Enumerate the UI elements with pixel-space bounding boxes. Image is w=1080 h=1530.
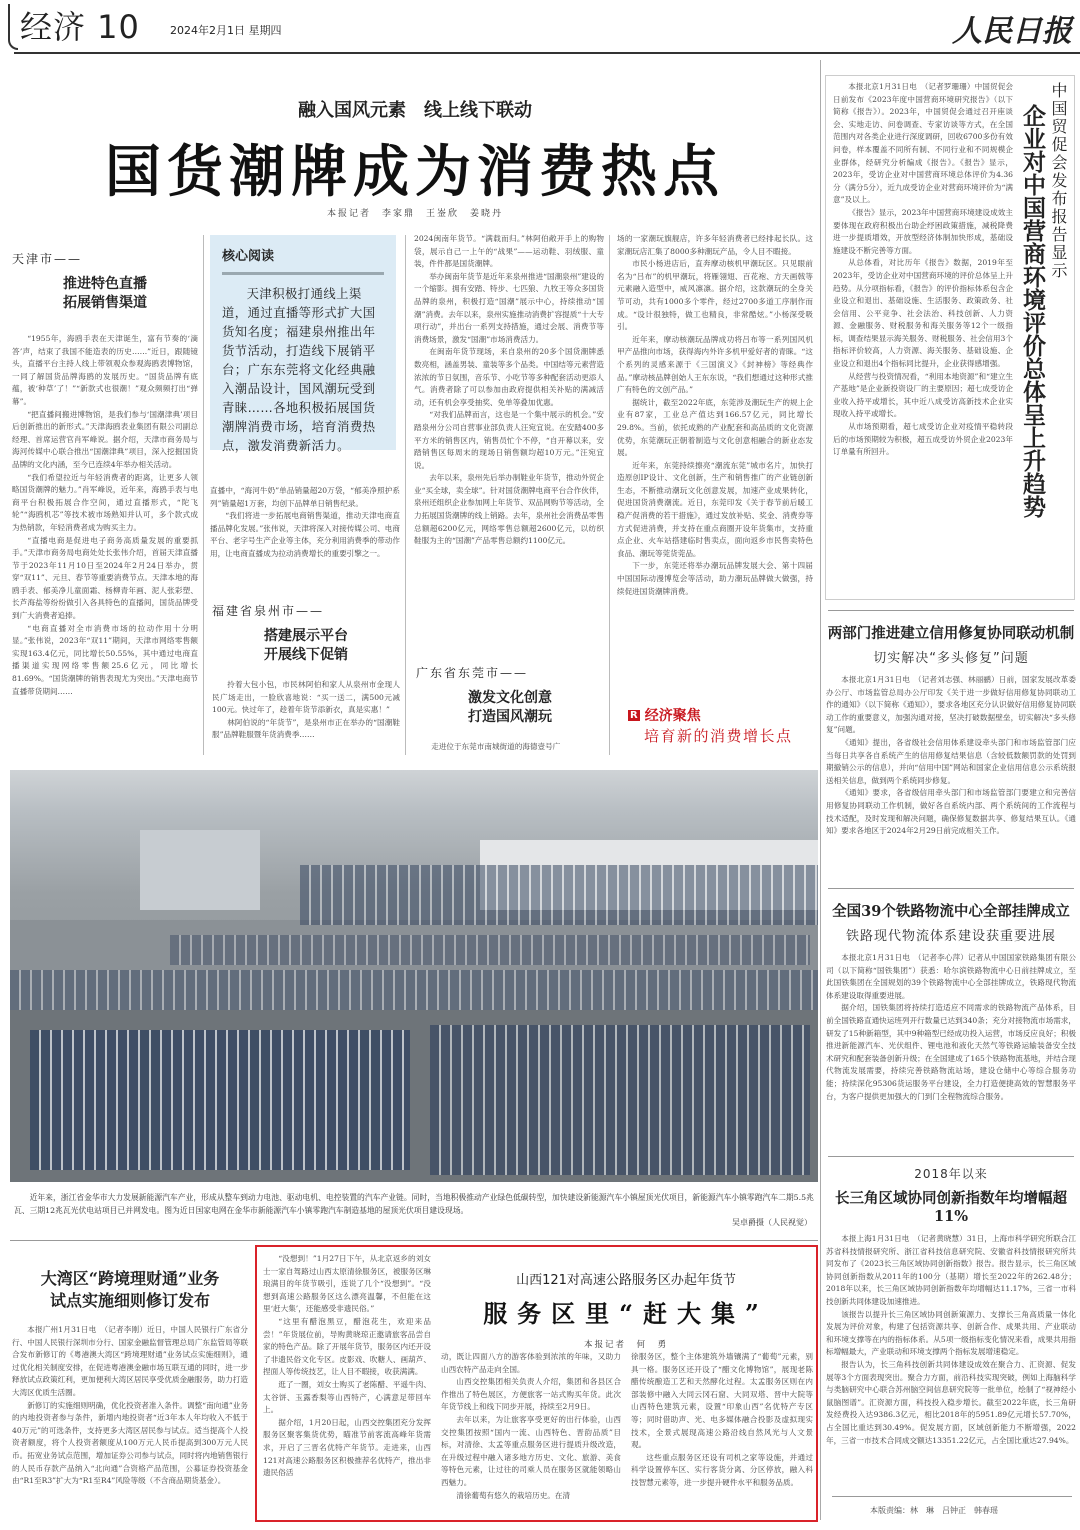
paragraph: “对我们品牌而言，这也是一个集中展示的机会。”安踏泉州分公司自营事业部负责人汪宛宜说。在安踏400多平方米的销售区内，销售员忙个不停，“自开幕以来，安踏销售区每周末的现场日销售额均超10万元。”汪宛宜说。	[414, 410, 604, 470]
focus-badge-icon: R	[630, 710, 638, 721]
rail-title: 全国39个铁路物流中心全部挂牌成立	[832, 903, 1070, 920]
paragraph: “电商直播对全市消费市场的拉动作用十分明显。”张伟说，2023年“双11”期间，天津市网络零售额实现163.4亿元，同比增长50.55%，其中通过电商直播渠道实现网络零售额25.6亿元，同比增长81.69%。“国货潮牌的销售表现尤为突出。”天津电商节直播带货期间……	[12, 623, 198, 696]
tianjin-body-cont	[210, 485, 400, 597]
shanxi-title: 服务区里“赶大集”	[483, 1299, 769, 1328]
quanzhou-head-2: 开展线下促销	[264, 647, 348, 663]
paragraph: 本报北京1月31日电 （记者李心萍）记者从中国国家铁路集团有限公司（以下简称“国铁集团”）获悉：哈尔滨铁路物流中心日前挂牌成立，至此国铁集团在全国规划的39个铁路物流中心全部挂牌成立，铁路现代物流体系建设取得重要进展。	[826, 953, 1076, 1000]
paragraph: 据介绍，国铁集团将持续打造适应不同需求的铁路物流产品体系，目前全国铁路直通快运班列开行数量已达到340条；充分对接物流市场需求，研发了15种新箱型，其中9种箱型已经成功投入运营，市场反应良好；积极推进新能源汽车、光伏组件、锂电池和液化天然气等铁路运输装备安全技术研究和配套装备创新升级；在全国建成了165个铁路物流基地，并结合现代物流发展需要，持续完善铁路物流站场，建设仓储中心等综合服务功能；持续深化95306货运服务平台建设，全力打造便捷高效的智慧服务平台，为客户提供更加强大的门到门全程物流综合服务。	[826, 1003, 1076, 1101]
report-kicker: 中国贸促会发布报告显示	[1049, 82, 1068, 280]
paragraph: 徐服务区，整个主体建筑外墙镶满了“葡萄”元素，别具一格。服务区还开设了“醋文化博物馆”，展现老陈醋传统酿造工艺和天然酵化过程。太孟服务区则在内部装修中融入大同云冈石窟、大同双塔、晋中大院等山西特色建筑元素，设置“印象山西”名优特产专区等；同时借助声、光、电多媒体融合投影及虚拟现实技术，全景式展现高速公路沿线自然风光与人文景观。	[631, 1352, 813, 1450]
delta-title: 长三角区域协同创新指数年均增幅超11%	[835, 1190, 1067, 1225]
paragraph: 《通知》要求，各省级信用牵头部门和市场监管部门要建立和完善信用修复协同联动工作机制，做好各自系统内部、两个系统间的工作流程与技术适配，及时发现和解决问题，确保修复数据共享、修复结果互认。《通知》要求各地区于2024年2月29日前完成相关工作。	[826, 788, 1076, 836]
dongguan-body-cont	[617, 233, 813, 688]
dongguan-head-2: 打造国风潮玩	[468, 709, 552, 725]
paragraph: “1955年，海鸥手表在天津诞生，富有节奏的‘滴答’声，结束了我国不能造表的历史……”近日，跟随镜头，直播平台主持人线上带领观众参观海鸥表博物馆，一同了解国货品牌海鸥的发展历史。“国货品牌有底蕴，被‘种草’了！”“新款式也很潮！”观众频频打出“弹幕”。	[12, 334, 198, 406]
column-divider	[203, 235, 204, 755]
bay-article	[12, 1268, 248, 1530]
delta-article	[826, 1165, 1076, 1513]
paragraph: 新修订的实施细则明确，优化投资者准入条件。调整“南向通”业务的内地投资者参与条件，新增内地投资者“近3年本人年均收入不低于40万元”的可选条件，支持更多大湾区居民参与试点。适当提高个人投资者额度，将个人投资者额度从100万元人民币提高到300万元人民币。拓宽业务试点范围，增加证券公司参与试点，同时将内地销售银行的人民币存款产品纳入“北向通”合资格产品范围，公募证券投资基金由“R1至R3”扩大为“R1至R4”风险等级（不含商品期货基金）。	[12, 1400, 248, 1486]
paragraph: “没想到！”1月27日下午，从北京返乡的刘女士一家自驾路过山西太原清徐服务区，被服务区琳琅满目的年货节吸引，连说了几个“没想到”。“没想到高速公路服务区这么漂亮温馨，不但能在这里‘赶大集’，还能感受非遗民俗。”	[263, 1254, 431, 1314]
masthead-rule	[14, 52, 1080, 54]
paragraph: 走进位于东莞市南城街道的海德壹号广	[431, 742, 561, 751]
dongguan-section	[416, 664, 604, 755]
shanxi-kicker: 山西121对高速公路服务区办起年货节	[516, 1273, 736, 1288]
shanxi-header	[437, 1269, 815, 1350]
tianjin-head-1: 推进特色直播	[63, 276, 147, 292]
shanxi-body-col2	[441, 1351, 621, 1517]
newspaper-logo: 人民日报	[952, 14, 1072, 49]
paragraph: “我们将进一步拓展电商销售渠道，推动天津电商直播品牌化发展。”张伟说，天津将深入对接传媒公司、电商平台、老字号生产企业等主体，充分利用消费季的带动作用，让电商直播成为拉动消费增长的重要引擎之一。	[210, 511, 400, 558]
quanzhou-kicker: 福建省泉州市——	[212, 604, 325, 618]
paragraph: 拎着大包小包，市民林阿伯和家人从泉州市金现人民广场走出，一脸欣喜地说：“买一送二，满500元减100元。快过年了，趁着年货节添新衣，真是实惠！”	[212, 680, 400, 715]
paragraph: 直播中，“海河牛奶”单品销量超20万袋，“郁美净照护系列”销量超1万套，均创下品牌单日销售纪录。	[210, 486, 400, 508]
delta-body	[826, 1233, 1076, 1513]
paragraph: 本报广州1月31日电 （记者李刚）近日，中国人民银行广东省分行、中国人民银行深圳市分行、国家金融监督管理总局广东监管局等联合发布新修订的《粤港澳大湾区“跨境理财通”业务试点实施细则》，通过优化相关制度安排，在促进粤港澳金融市场互联互通的同时，进一步释放试点政策红利，更加便利大湾区居民享受优质金融服务，助力打造大湾区优质生活圈。	[12, 1325, 248, 1397]
paragraph: 该报告以提升长三角区域协同创新策源力、支撑长三角高质量一体化发展为评价对象，构建了包括资源共享、创新合作、成果共用、产业联动和环境支撑等在内的指标体系。从5项一级指标变化情况来看，成果共用指标增幅最大，产业联动和环境支撑两个指标发展增速稳定。	[826, 1309, 1076, 1357]
quanzhou-body-cont	[414, 233, 604, 651]
paragraph: 报告认为，长三角科技创新共同体建设成效在聚合力、汇资源、促发展等3个方面表现突出。聚合力方面，前沿科技实现突破，例如上海脑科学与类脑研究中心联合苏州脑空间信息研究院等一批单位，绘制了“视神经小鼠脑图谱”。汇资源方面，科技投入稳步增长。截至2022年底，长三角研发经费投入达9386.3亿元，相比2018年的5951.89亿元增长57.70%，占全国比重达到30.49%。促发展方面，区域创新能力不断增强，2022年，三省一市技术合同成交额达13351.22亿元，占全国比重达27.94%。	[826, 1359, 1076, 1445]
tianjin-body	[12, 333, 198, 788]
bay-title-2: 试点实施细则修订发布	[49, 1291, 210, 1310]
photo-credit: 吴卓爵摄（人民视觉）	[732, 1218, 812, 1227]
column-divider	[609, 235, 610, 755]
lead-subtitle: 融入国风元素 线上线下联动	[298, 100, 532, 121]
photo-caption: 近年来，浙江省金华市大力发展新能源汽车产业，形成从整车到动力电池、驱动电机、电控装置的汽车产业链。同时，当地积极推动产业绿色低碳转型，加快建设新能源汽车小镇屋顶光伏项目，新能源汽车小镇零跑汽车二期5.5兆瓦、三期12兆瓦光伏电站项目已并网发电。图为近日国家电网在金华市新能源汽车小镇零跑汽车制造基地的屋顶光伏项目建设现场。	[14, 1193, 814, 1215]
rail-subtitle: 铁路现代物流体系建设获重要进展	[845, 929, 1056, 944]
focus-slogan: 培育新的消费增长点	[644, 727, 793, 745]
core-reading-box	[210, 235, 396, 453]
paragraph: 举办闽南年货节是近年来泉州推进“国潮泉州”建设的一个缩影。拥有安踏、特步、七匹狼、九牧王等众多国货品牌的泉州，积极打造“国潮”展示中心，持续推动“国潮”消费。去年以来，泉州实施推动消费扩容提质“十大专项行动”，并出台一系列支持措施，通过会展、消费节等消费场景，激发“国潮”市场消费活力。	[414, 271, 604, 344]
paragraph: “这里有醋泡黑豆，醋泡花生，欢迎来品尝！”年货展位前，导购黄晓琼正邀请旅客品尝自家的特色产品。除了开展年货节，服务区内还开设了非遗民俗文化专区。皮影戏、吹糖人、画葫芦、捏面人等传统技艺，让人目不暇接，收获满满。	[263, 1316, 431, 1377]
credit-body	[826, 674, 1076, 879]
paragraph: 从总体看，对比历年《报告》数据，2019年至2023年，受访企业对中国营商环境的评价总体呈上升趋势。从分项指标看，《报告》的评价指标体系包含企业设立和退出、基础设施、生活服务、政策政务、社会信用、公平竞争、社会法治、科技创新、人力资源、金融服务、财税服务和海关服务等12个一级指标，调查结果显示海关服务、财税服务、社会信用3个指标评价较高，人力资源、海关服务、基础设施、企业设立和退出4个指标同比提升，企业获得感增强。	[833, 258, 1013, 369]
paragraph: 林阿伯说的“年货节”，是泉州市正在举办的“国潮鞋服”品牌鞋服暨年货消费季……	[212, 717, 400, 740]
masthead-bracket	[8, 4, 18, 50]
dongguan-body	[416, 741, 604, 755]
lead-byline: 本报记者 李家鼎 王崟欣 姜晓丹	[326, 209, 503, 219]
paragraph: 本报上海1月31日电 （记者黄晓慧）31日，上海市科学研究所联合江苏省科技情报研究所、浙江省科技信息研究院、安徽省科技情报研究所共同发布了《2023长三角区域协同创新指数》报告。报告显示，长三角区域协同创新指数从2011年的100分（基期）增长至2022年的262.48分；2018年以来，长三角区域协同创新指数年均增幅达11.17%，三省一市科技创新共同体建设加速推进。	[826, 1234, 1076, 1306]
paragraph: 在闽南年货节现场，来自泉州的20多个国货潮牌悉数亮相，涵盖男装、童装等多个品类。中国结等元素营造浓浓的节日氛围，音乐节、小吃节等多种配套活动更添人气。消费者除了可以参加由政府提供相关补贴的满减活动，还有机会享受抽奖、免单等叠加优惠。	[414, 347, 604, 407]
right-column-divider	[820, 60, 821, 1520]
paragraph: 去年以来，泉州先后举办制鞋业年货节，推动外贸企业“买全球，卖全球”。针对国货潮牌电商平台合作伙伴，泉州还组织企业参加网上年货节、双品网购节等活动，全力拓展国货潮牌的线上销路。去年，泉州社会消费品零售总额超6200亿元，网络零售总额超2600亿元，以纺织鞋服为主的“国潮”产品零售总额约1100亿元。	[414, 473, 604, 546]
section-name: 经济 10	[20, 8, 140, 46]
credit-article	[826, 622, 1076, 879]
paragraph: 下一步，东莞还将举办潮玩品牌发展大会、第十四届中国国际动漫博览会等活动，助力潮玩品牌做大做强，持续促进国货潮牌消费。	[617, 561, 813, 596]
divider	[10, 1240, 818, 1241]
report-box	[825, 75, 1075, 600]
report-body	[833, 81, 1013, 593]
paragraph: 市民小杨进店后，直奔摩动核机甲潮玩区。只见眼前名为“吕布”的机甲潮玩，将雁翎翅、百花袍、方天画戟等元素融入造型中，威风凛凛。据介绍，这款潮玩的全身关节可动，共有1000多个零件，经过2700多道工序制作而成。“设计很独特，做工也精良，非常酷炫。”小杨深受吸引。	[617, 259, 813, 332]
column-divider	[405, 235, 406, 755]
shanxi-byline: 本报记者 何 勇	[583, 1340, 668, 1350]
divider	[828, 610, 1074, 611]
paragraph: 从市场预期看，超七成受访企业对疫情平稳转段后的市场预期较为积极，超五成受访外贸企业2023年订单量有所回升。	[833, 422, 1013, 457]
divider	[828, 888, 1074, 889]
divider	[832, 1496, 1072, 1497]
paragraph: 山西交控集团相关负责人介绍，集团和各县区合作推出了特色展区，方便旅客一站式购买年货。此次年货节线上和线下同步开展，持续至2月9日。	[441, 1377, 621, 1412]
dongguan-kicker: 广东省东莞市——	[416, 666, 529, 680]
paragraph: 近年来，摩动核潮玩品牌成功将吕布等一系列国风机甲产品推向市场，获得海内外许多机甲爱好者的青睐。“这个系列的灵感来源于《三国演义》《封神榜》等经典作品。”摩动核品牌创始人王东东说，“我们想通过这种形式推广有特色的文创产品。”	[617, 334, 813, 395]
dongguan-head-1: 激发文化创意	[468, 690, 552, 706]
credit-subtitle: 切实解决“多头修复”问题	[873, 651, 1029, 666]
shanxi-article-box	[255, 1245, 818, 1522]
core-reading-bar	[222, 272, 384, 275]
paragraph: “我们希望拉近与年轻消费者的距离，让更多人领略国货潮牌的魅力。”肖军峰说，近年来，海鸥手表与电商平台积极拓展合作空间，通过直播形式，“陀飞轮”“海鸥机芯”等技术被市场熟知并认可，多个款式成为热销款，年轻消费者成为购买主力。	[12, 472, 198, 532]
issue-date: 2024年2月1日 星期四	[170, 24, 282, 37]
paragraph: 本报北京1月31日电 （记者罗珊珊）中国贸促会日前发布《2023年度中国营商环境研究报告》（以下简称《报告》）。2023年，中国贸促会通过召开座谈会、实地走访、问卷调查、专家访谈等方式，在全国范围内对各类企业进行深度调研，回收6700多份有效问卷，样本覆盖不同所有制、不同行业和不同规模企业群体，经研究分析编成《报告》。《报告》显示，2023年，受访企业对中国营商环境总体评价为4.36分（满分5分），近九成受访企业对营商环境评价为“满意”及以上。	[833, 82, 1013, 205]
focus-label: 经济聚焦	[644, 708, 701, 724]
core-reading-heading: 核心阅读	[222, 249, 275, 264]
bay-body	[12, 1324, 248, 1530]
paragraph: 这些重点服务区还设有司机之家等设施，并通过科学设置停车区、实行客货分离、分区停放，融入科技智慧元素等，进一步提升硬件水平和服务品质。	[631, 1452, 813, 1487]
paragraph: 逛了一圈，刘女士购买了老陈醋、平遥牛肉、太谷饼、玉露香梨等山西特产，心满意足带回车上。	[263, 1379, 431, 1415]
paragraph: 场的一家潮玩旗舰店，许多年轻消费者已经排起长队。这家潮玩店汇集了8000多种潮玩产品，令人目不暇接。	[617, 234, 813, 256]
paragraph: “直播电商是促进电子商务高质量发展的重要抓手。”天津市商务局电商处处长张伟介绍，首届天津直播节于2023年11月10日至2024年2月24日举办，贯穿“双11”、元旦、春节等重要消费节点。天津本地的海鸥手表、郁美净儿童面霜、杨柳青年画、泥人张彩塑、长芦海盐等纷纷做引入各具特色的直播间，国货品牌受到广大消费者追捧。	[12, 535, 198, 621]
tianjin-kicker: 天津市——	[12, 252, 83, 266]
solar-roof-photo	[10, 770, 818, 1182]
delta-kicker: 2018年以来	[914, 1167, 988, 1181]
lead-title: 国货潮牌成为消费热点	[105, 140, 725, 205]
economy-focus-label	[628, 705, 793, 746]
paragraph: 据统计，截至2022年底，东莞涉及潮玩生产的规上企业有87家，工业总产值达到166.57亿元，同比增长29.8%。当前，依托成熟的产业配套和高品质的文化资源优势，东莞潮玩正朝着制造与文化创意相融合的新业态发展。	[617, 397, 813, 458]
paragraph: 据介绍，1月20日起，山西交控集团充分发挥服务区聚客集货优势，瞄准节前客流高峰年货需求，开启了三晋名优特产年货节。走进来，山西121对高速公路服务区积极推荐名优特产，推出非遗民俗活	[263, 1417, 431, 1478]
paragraph: 2024闽南年货节。“满载而归。”林阿伯敞开手上的购物袋，展示自己一上午的“战果”——运动鞋、羽绒服、童装，件件都是国货潮牌。	[414, 234, 604, 269]
report-title: 企业对中国营商环境评价总体呈上升趋势	[1019, 104, 1045, 518]
paragraph: 动，既让四面八方的游客体验到浓浓的年味，又助力山西农特产品走向全国。	[441, 1352, 621, 1374]
core-reading-text: 天津积极打通线上渠道，通过直播等形式扩大国货知名度；福建泉州推出年货节活动，打造线下展销平台；广东东莞将文化经典融入潮品设计，国风潮玩受到青睐……各地积极拓展国货潮牌消费市场，培育消费热点，激发消费新活力。	[222, 287, 376, 453]
quanzhou-section	[212, 602, 400, 771]
shanxi-body-col1	[263, 1253, 431, 1515]
bay-title-1: 大湾区“跨境理财通”业务	[40, 1269, 220, 1288]
credit-title: 两部门推进建立信用修复协同联动机制	[827, 625, 1075, 642]
quanzhou-body	[212, 679, 400, 771]
paragraph: 《通知》提出，各省级社会信用体系建设牵头部门和市场监管部门应当每日共享各自系统产生的信用修复结果信息（含较低数额罚款的处罚到期撤销公示的信息），并向“信用中国”网站和国家企业信用信息公示系统报送相关信息，做到两个系统同步修复。	[826, 737, 1076, 785]
paragraph: 本报北京1月31日电 （记者刘志强、林丽鹂）日前，国家发展改革委办公厅、市场监管总局办公厅印发《关于进一步做好信用修复协同联动工作的通知》（以下简称《通知》），要求各地区充分认识做好信用修复协同联动工作的重要意义，加强沟通对接，坚决打破数据壁垒，切实解决“多头修复”问题。	[826, 675, 1076, 735]
paragraph: 近年来，东莞持续擦亮“潮流东莞”城市名片，加快打造原创IP设计、文化创新，生产和销售推广的产业链创新生态，不断推动潮玩文化创意发展，加速产业成果转化，促进国货消费潮流。近日，东莞印发《关于春节前后暖工稳产促消费的若干措施》，通过发放补贴、奖金、消费券等方式促进消费，并支持在重点商圈开设年货集市，支持重点企业、火车站搭建临时售卖点，面向返乡市民售卖特色食品、潮玩等莞货莞品。	[617, 460, 813, 558]
shanxi-body-col3	[631, 1351, 813, 1517]
tianjin-head-2: 拓展销售渠道	[63, 295, 147, 311]
paragraph: 清徐葡萄有悠久的栽培历史。在清	[456, 1490, 571, 1500]
rail-body	[826, 952, 1076, 1159]
tianjin-section	[12, 250, 198, 788]
rail-article	[826, 900, 1076, 1159]
paragraph: 《报告》显示，2023年中国营商环境建设成效主要体现在政府积极出台助企纾困政策措施，减税降费进一步提质增效，开放型经济体制加快形成，基础设施建设不断完善等方面。	[833, 207, 1013, 255]
divider	[828, 1156, 1074, 1157]
paragraph: 去年以来，为让旅客享受更好的出行体验，山西交控集团按照“国内一流、山西特色、晋韵品质”目标，对清徐、太孟等重点服务区进行提质升级改造，在升级过程中融入诸多地方历史、文化、旅游、美食等特色元素，让过往的司乘人员在服务区就能领略山西魅力。	[441, 1414, 621, 1487]
paragraph: 从经营与投资情况看，“利用本地资源”和“建立生产基地”是企业新投资设厂的主要原因；超七成受访企业收入持平或增长，其中近八成受访高新技术企业实现收入持平或增长。	[833, 371, 1013, 419]
page-editors: 本版责编：林 琳 吕钟正 韩春瑶	[870, 1506, 998, 1515]
quanzhou-head-1: 搭建展示平台	[264, 628, 348, 644]
paragraph: “把直播间搬进博物馆，是我们参与‘国潮津典’项目后创新推出的新形式。”天津海鸥表业集团有限公司副总经理、首席运营官肖军峰说。据介绍，天津市商务局与海河传媒中心联合推出“国潮津典”项目，深入挖掘国货品牌的文化内涵，至今已连续4年举办相关活动。	[12, 409, 198, 469]
